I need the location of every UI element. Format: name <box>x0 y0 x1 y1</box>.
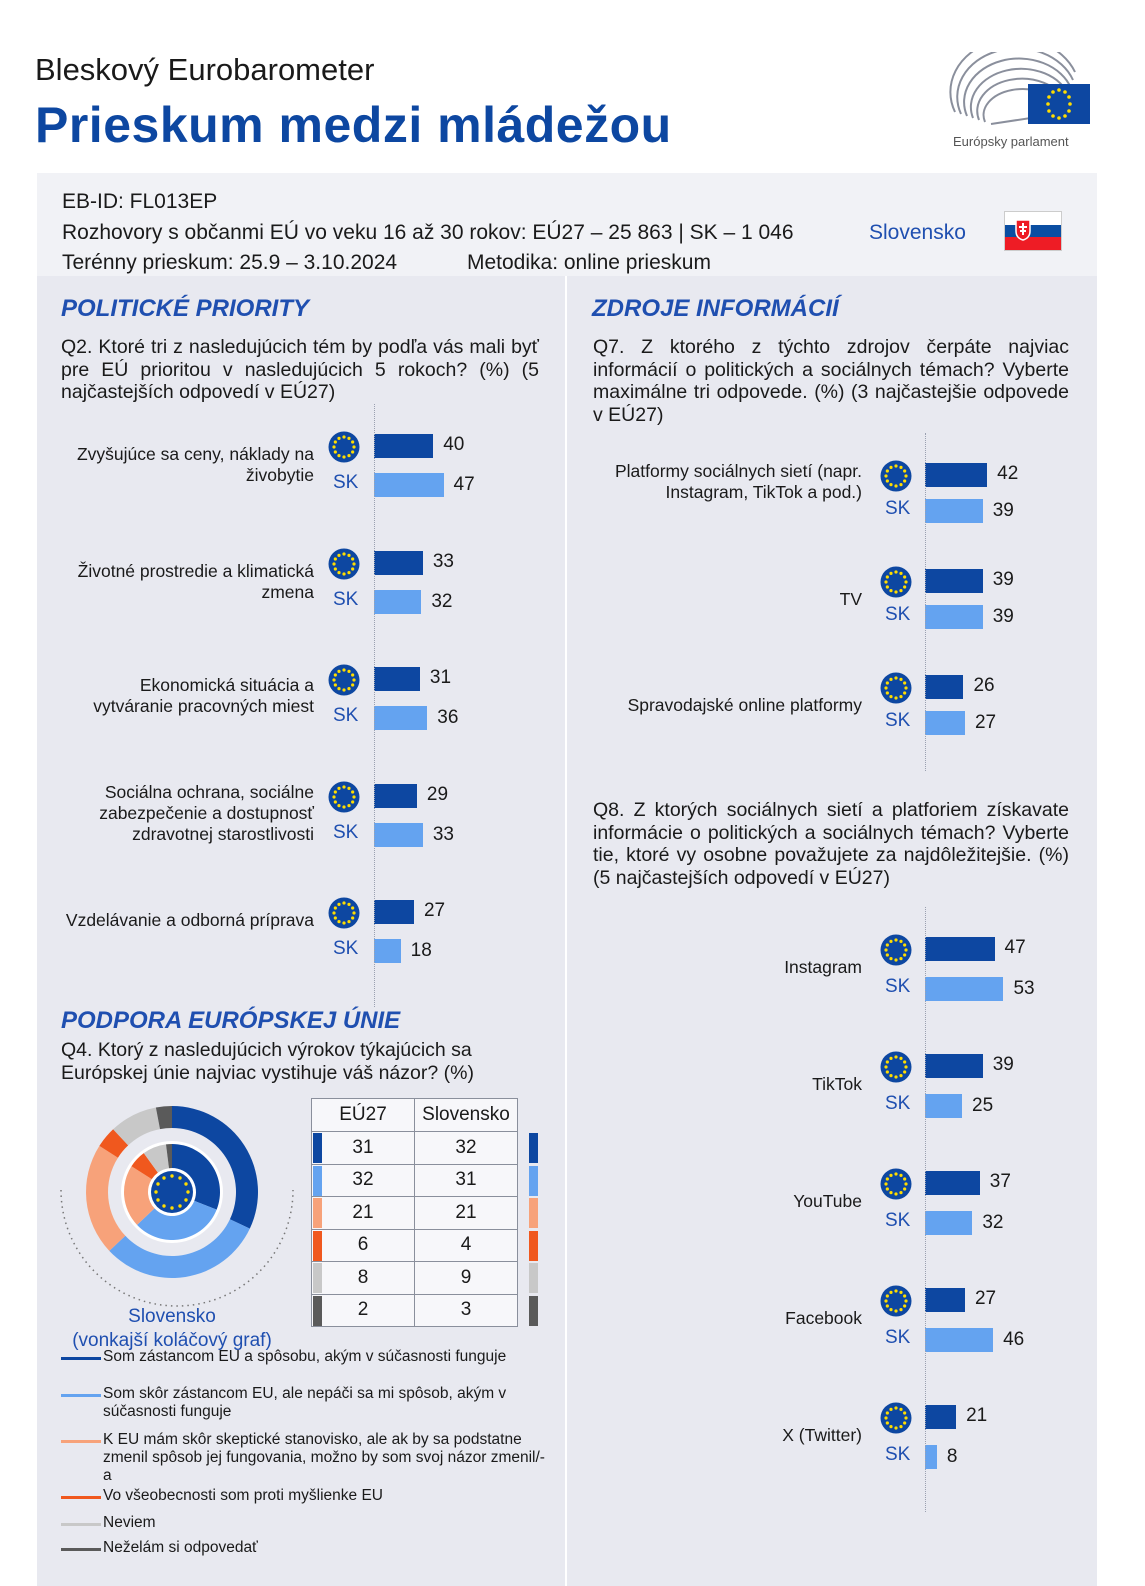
bar-category-label: TV <box>839 589 862 609</box>
eu-flag-icon <box>880 672 912 704</box>
sk-label: SK <box>333 588 359 610</box>
legend-line <box>61 1523 101 1526</box>
section-title-political-priorities: POLITICKÉ PRIORITY <box>61 295 310 322</box>
interview-info: Rozhovory s občanmi EÚ vo veku 16 až 30 rokov: EÚ27 – 25 863 | SK – 1 046 <box>62 221 794 244</box>
bar-slovakia <box>925 605 983 629</box>
q4-donut-chart <box>57 1098 297 1308</box>
fieldwork-dates: Terénny prieskum: 25.9 – 3.10.2024 <box>62 251 398 274</box>
bar-eu27 <box>374 784 417 808</box>
table-cell-sk: 21 <box>415 1197 518 1230</box>
bar-slovakia <box>925 1211 972 1235</box>
table-cell-eu: 32 <box>312 1164 415 1197</box>
bar-eu27 <box>374 551 423 575</box>
bar-category-label: Životné prostredie a klimatická zmena <box>77 560 314 602</box>
bar-value-eu27: 47 <box>1004 937 1026 958</box>
bar-value-slovakia: 46 <box>1003 1329 1025 1350</box>
bar-slovakia <box>925 499 983 523</box>
legend-line <box>61 1357 101 1360</box>
donut-caption-note: (vonkajší koláčový graf) <box>72 1330 272 1351</box>
bar-group <box>37 1405 38 1406</box>
bar-eu27 <box>374 900 414 924</box>
table-swatch <box>313 1231 322 1261</box>
bar-category-label: Sociálna ochrana, sociálne zabezpečenie a dostupnosť zdravotnej starostlivosti <box>99 781 314 844</box>
table-cell-sk: 32 <box>415 1132 518 1165</box>
table-cell-sk: 9 <box>415 1262 518 1295</box>
table-row <box>312 1294 518 1327</box>
table-row <box>312 1164 518 1197</box>
chart-axis <box>374 404 375 1007</box>
table-row <box>312 1197 518 1230</box>
bar-value-slovakia: 18 <box>410 940 432 961</box>
table-swatch <box>529 1133 538 1163</box>
eu-flag-icon <box>880 566 912 598</box>
sk-label: SK <box>333 472 359 493</box>
table-swatch <box>313 1133 322 1163</box>
legend-item <box>61 1348 561 1368</box>
bar-value-slovakia: 25 <box>972 1095 994 1116</box>
question-q7: Q7. Z ktorého z týchto zdrojov čerpáte najviac informácií o politických a sociálnych témach? Vyberte maximálne tri odpovede. (%) (3 najčastejšie odpovede v EÚ27) <box>593 336 1069 426</box>
question-q4: Q4. Ktorý z nasledujúcich výrokov týkajúcich sa Európskej únie najviac vystihuje váš názor? (%) <box>61 1039 474 1084</box>
bar-eu27 <box>374 667 420 691</box>
bar-value-eu27: 42 <box>997 463 1019 484</box>
table-row <box>312 1132 518 1165</box>
eu-flag-icon <box>880 934 912 966</box>
bar-eu27 <box>925 1054 983 1078</box>
supertitle: Bleskový Eurobarometer <box>35 52 375 87</box>
table-header-eu27: EÚ27 <box>312 1099 415 1132</box>
q4-table <box>311 1098 518 1327</box>
page-title: Prieskum medzi mládežou <box>35 97 672 153</box>
question-q2: Q2. Ktoré tri z nasledujúcich tém by podľa vás mali byť pre EÚ prioritou v nasledujúcich 5 rokoch? (%) (5 najčastejších odpovedí v EÚ27) <box>61 336 539 403</box>
bar-value-eu27: 26 <box>973 675 995 696</box>
chart-axis <box>925 907 926 1512</box>
eu-flag-icon <box>880 1402 912 1434</box>
table-swatch <box>529 1263 538 1293</box>
chart-axis <box>925 433 926 771</box>
section-title-eu-support: PODPORA EURÓPSKEJ ÚNIE <box>61 1007 401 1034</box>
legend-text: Neželám si odpovedať <box>103 1539 258 1556</box>
bar-eu27 <box>925 937 995 961</box>
bar-group <box>37 551 38 552</box>
bar-value-eu27: 27 <box>423 900 446 921</box>
table-cell-eu: 8 <box>312 1262 415 1295</box>
legend-text: Vo všeobecnosti som proti myšlienke EU <box>103 1487 383 1504</box>
legend-item <box>61 1487 561 1507</box>
bar-group <box>37 463 38 464</box>
eu-flag-icon <box>328 431 360 463</box>
bar-value-slovakia: 39 <box>992 606 1014 627</box>
bar-category-label: Instagram <box>784 957 862 977</box>
info-bar <box>37 173 1097 276</box>
legend-text: K EU mám skôr skeptické stanovisko, ale ak by sa podstatne zmenil spôsob jej fungovania, možno by som svoj názor zmenil/-a <box>103 1431 545 1484</box>
country-name: Slovensko <box>869 221 966 244</box>
legend-line <box>61 1394 101 1397</box>
legend-text: Som skôr zástancom EU, ale nepáči sa mi spôsob, akým v súčasnosti funguje <box>103 1385 507 1420</box>
sk-label: SK <box>885 1327 911 1348</box>
main-panel <box>37 173 1097 1586</box>
table-cell-sk: 31 <box>415 1164 518 1197</box>
bar-value-slovakia: 8 <box>946 1446 958 1467</box>
table-swatch <box>529 1296 538 1326</box>
bar-slovakia <box>374 473 444 497</box>
bar-category-label: Vzdelávanie a odborná príprava <box>65 910 314 930</box>
table-cell-sk: 4 <box>415 1229 518 1262</box>
eb-id: EB-ID: FL013EP <box>62 190 218 213</box>
table-swatch <box>313 1263 322 1293</box>
eu-flag-icon <box>328 781 360 813</box>
eu-flag-icon <box>880 1168 912 1200</box>
bar-group <box>37 1054 38 1055</box>
table-swatch <box>529 1198 538 1228</box>
table-row <box>312 1262 518 1295</box>
bar-slovakia <box>925 1445 937 1469</box>
table-cell-eu: 2 <box>312 1294 415 1327</box>
bar-eu27 <box>925 463 987 487</box>
eu-flag-icon <box>880 1285 912 1317</box>
bar-eu27 <box>374 434 433 458</box>
bar-value-slovakia: 27 <box>974 712 997 733</box>
bar-group <box>37 784 38 785</box>
section-title-information-sources: ZDROJE INFORMÁCIÍ <box>592 295 839 322</box>
bar-group <box>37 900 38 901</box>
bar-eu27 <box>925 675 963 699</box>
table-cell-eu: 6 <box>312 1229 415 1262</box>
bar-slovakia <box>374 823 423 847</box>
slovakia-flag-icon <box>1004 211 1062 251</box>
bar-slovakia <box>374 939 401 963</box>
bar-slovakia <box>374 590 421 614</box>
bar-value-eu27: 31 <box>429 667 452 688</box>
bar-value-eu27: 39 <box>992 1054 1014 1075</box>
bar-eu27 <box>925 1288 965 1312</box>
bar-slovakia <box>374 706 427 730</box>
bar-eu27 <box>925 1171 980 1195</box>
bar-eu27 <box>925 1405 956 1429</box>
table-swatch <box>313 1296 322 1326</box>
legend-line <box>61 1496 101 1499</box>
logo-text: Európsky parlament <box>953 134 1069 149</box>
bar-value-eu27: 21 <box>966 1405 988 1426</box>
table-swatch <box>313 1198 322 1228</box>
bar-group <box>37 569 38 570</box>
bar-value-eu27: 40 <box>443 434 465 455</box>
sk-label: SK <box>885 976 911 997</box>
table-swatch <box>313 1166 322 1196</box>
sk-label: SK <box>333 705 359 726</box>
eu-flag-icon <box>328 548 360 580</box>
legend-text: Som zástancom EU a spôsobu, akým v súčasnosti funguje <box>103 1348 507 1365</box>
header <box>35 50 1115 170</box>
bar-category-label: Platformy sociálnych sietí (napr. Instagram, TikTok a pod.) <box>614 461 862 502</box>
bar-value-eu27: 33 <box>432 550 454 572</box>
sk-label: SK <box>885 1210 911 1231</box>
bar-slovakia <box>925 1328 993 1352</box>
sk-label: SK <box>885 1093 911 1114</box>
bar-group <box>37 675 38 676</box>
bar-group <box>37 937 38 938</box>
sk-label: SK <box>333 821 359 843</box>
sk-label: SK <box>885 604 911 625</box>
legend-text: Neviem <box>103 1514 156 1531</box>
bar-category-label: YouTube <box>793 1191 862 1211</box>
bar-value-slovakia: 53 <box>1013 978 1035 999</box>
sk-label: SK <box>885 710 911 731</box>
bar-group <box>37 667 38 668</box>
bar-value-slovakia: 39 <box>992 500 1014 521</box>
table-cell-sk: 3 <box>415 1294 518 1327</box>
legend-item <box>61 1539 561 1559</box>
bar-value-slovakia: 36 <box>437 707 459 728</box>
legend-item <box>61 1431 561 1484</box>
bar-category-label: Facebook <box>785 1308 862 1328</box>
table-header-slovakia: Slovensko <box>415 1099 518 1132</box>
table-cell-eu: 21 <box>312 1197 415 1230</box>
donut-caption-country: Slovensko <box>128 1306 216 1327</box>
donut-slice <box>86 1146 125 1251</box>
table-header-row <box>312 1099 518 1132</box>
bar-group <box>37 1171 38 1172</box>
bar-value-slovakia: 33 <box>432 823 454 845</box>
table-swatch <box>529 1166 538 1196</box>
legend-line <box>61 1440 101 1443</box>
bar-category-label: X (Twitter) <box>782 1425 862 1445</box>
bar-value-eu27: 29 <box>426 783 449 805</box>
sk-label: SK <box>333 938 359 959</box>
question-q8: Q8. Z ktorých sociálnych sietí a platforiem získavate informácie o politických a sociálnych témach? Vyberte tie, ktoré vy osobne považujete za najdôležitejšie. (%) (5 najčastejších odpovedí v EÚ27) <box>593 799 1069 889</box>
bar-category-label: TikTok <box>812 1074 862 1094</box>
sk-label: SK <box>885 498 911 519</box>
eu-flag-icon <box>880 1051 912 1083</box>
bar-value-slovakia: 32 <box>431 590 453 612</box>
bar-value-eu27: 37 <box>989 1171 1011 1192</box>
column-divider <box>565 276 567 1586</box>
bar-value-eu27: 27 <box>974 1288 997 1309</box>
bar-slovakia <box>925 711 965 735</box>
eu-flag-icon <box>328 897 360 929</box>
table-cell-eu: 31 <box>312 1132 415 1165</box>
bar-group <box>37 1288 38 1289</box>
legend-item <box>61 1514 561 1534</box>
bar-value-eu27: 39 <box>992 569 1014 590</box>
eu-flag-icon <box>880 460 912 492</box>
legend-line <box>61 1548 101 1551</box>
table-row <box>312 1229 518 1262</box>
bar-category-label: Ekonomická situácia a vytváranie pracovných miest <box>93 675 314 716</box>
bar-eu27 <box>925 569 983 593</box>
bar-slovakia <box>925 1094 962 1118</box>
table-swatch <box>529 1231 538 1261</box>
bar-slovakia <box>925 977 1003 1001</box>
bar-value-slovakia: 32 <box>982 1212 1004 1233</box>
legend-item <box>61 1385 561 1420</box>
bar-group <box>37 434 38 435</box>
eu-flag-icon <box>328 664 360 696</box>
methodology: Metodika: online prieskum <box>467 251 711 274</box>
donut-caption <box>57 1305 287 1353</box>
bar-category-label: Zvyšujúce sa ceny, náklady na živobytie <box>76 444 314 485</box>
sk-label: SK <box>885 1444 911 1465</box>
bar-value-slovakia: 47 <box>453 474 475 495</box>
bar-category-label: Spravodajské online platformy <box>627 695 862 715</box>
